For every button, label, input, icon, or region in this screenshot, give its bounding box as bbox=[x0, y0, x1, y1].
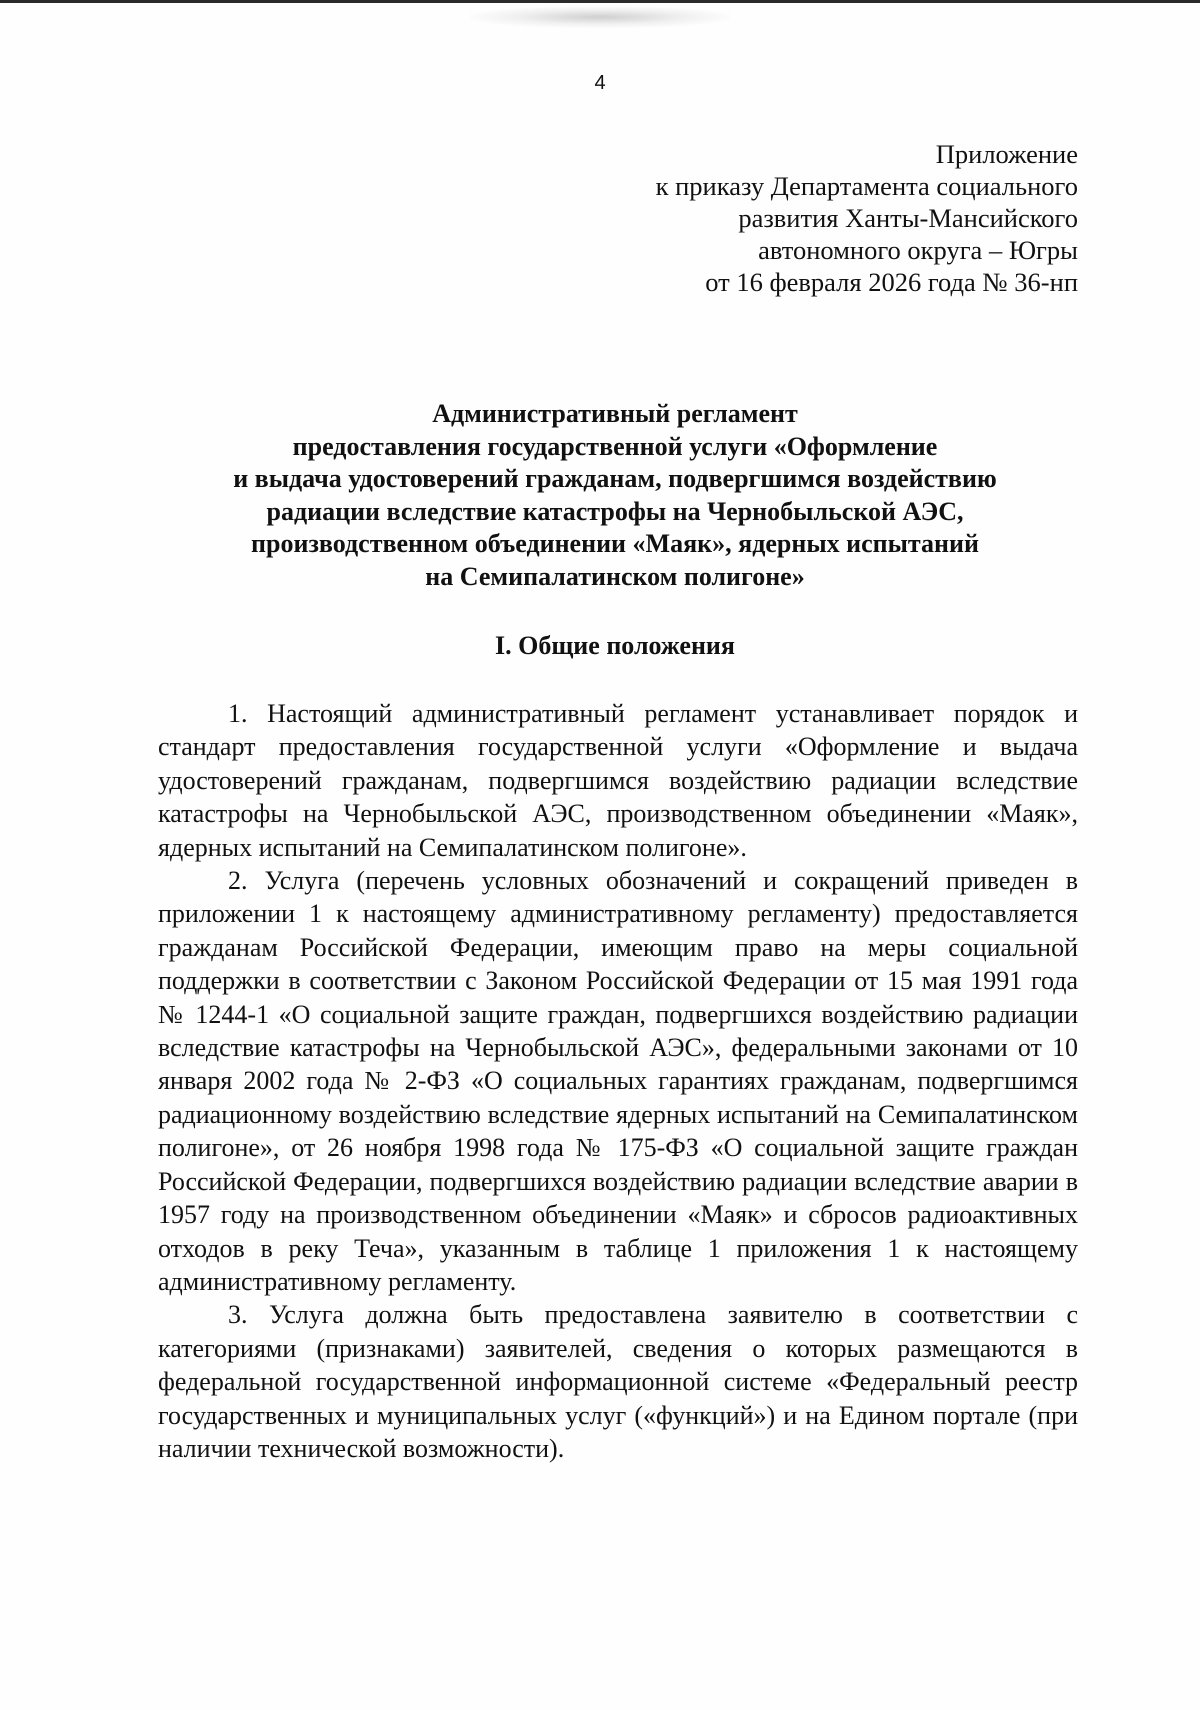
appendix-line: автономного округа – Югры bbox=[758, 235, 1078, 265]
title-line: предоставления государственной услуги «Оформление bbox=[292, 431, 938, 461]
title-line: радиации вследствие катастрофы на Чернобыльской АЭС, bbox=[266, 496, 964, 526]
title-line: производственном объединении «Маяк», ядерных испытаний bbox=[251, 529, 979, 558]
paragraph-3: 3. Услуга должна быть предоставлена заявителю в соответствии с категориями (признаками) заявителей, сведения о которых размещаются в федеральной государственной информационной системе «Федеральный реестр государственных и муниципальных услуг («функций») и на Едином портале (при наличии технической возможности). bbox=[158, 1300, 1078, 1463]
appendix-line: Приложение bbox=[935, 139, 1078, 169]
paragraph-2: 2. Услуга (перечень условных обозначений и сокращений приведен в приложении 1 к настоящему административному регламенту) предоставляется гражданам Российской Федерации, имеющим право на меры социальной поддержки в соответствии с Законом Российской Федерации от 15 мая 1991 года № 1244-1 «О социальной защите граждан, подвергшихся воздействию радиации вследствие катастрофы на Чернобыльской АЭС», федеральными законами от 10 января 2002 года № 2-ФЗ «О социальных гарантиях гражданам, подвергшимся радиационному воздействию вследствие ядерных испытаний на Семипалатинском полигоне», от 26 ноября 1998 года № 175-ФЗ «О социальной защите граждан Российской Федерации, подвергшихся воздействию радиации вследствие аварии в 1957 году на производственном объединении «Маяк» и сбросов радиоактивных отходов в реку Теча», указанным в таблице 1 приложения 1 к настоящему административному регламенту. bbox=[158, 866, 1078, 1296]
paragraph-1: 1. Настоящий административный регламент устанавливает порядок и стандарт предоставления государственной услуги «Оформление и выдача удостоверений гражданам, подвергшимся воздействию радиации вследствие катастрофы на Чернобыльской АЭС, производственном объединении «Маяк», ядерных испытаний на Семипалатинском полигоне». bbox=[158, 699, 1078, 862]
page-number: 4 bbox=[594, 72, 606, 94]
appendix-line: от 16 февраля 2026 года № 36-нп bbox=[705, 267, 1078, 297]
document-body bbox=[158, 697, 1078, 1465]
title-line: Административный регламент bbox=[432, 399, 798, 428]
appendix-line: к приказу Департамента социального bbox=[655, 171, 1078, 201]
appendix-header bbox=[518, 138, 1078, 298]
appendix-line: развития Ханты-Мансийского bbox=[738, 203, 1078, 233]
scan-artifact bbox=[470, 6, 730, 28]
title-line: на Семипалатинском полигоне» bbox=[425, 561, 805, 591]
scan-edge-line bbox=[0, 0, 1200, 3]
section-heading: I. Общие положения bbox=[495, 631, 735, 660]
document-title bbox=[150, 398, 1080, 593]
title-line: и выдача удостоверений гражданам, подвергшимся воздействию bbox=[233, 464, 997, 493]
